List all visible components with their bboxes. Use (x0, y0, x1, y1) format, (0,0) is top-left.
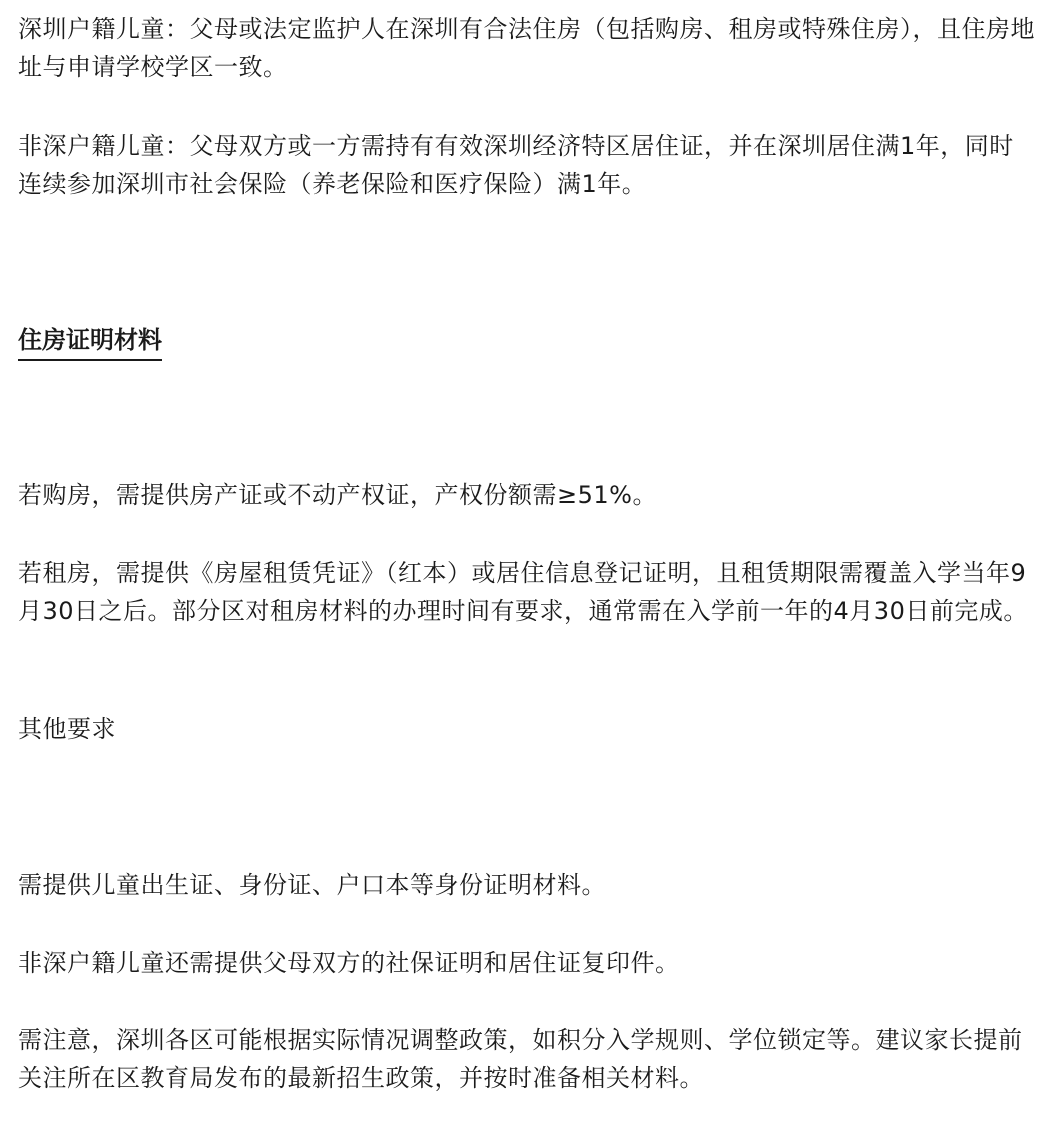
paragraph-purchase-requirement: 若购房，需提供房产证或不动产权证，产权份额需≥51%。 (18, 481, 657, 509)
paragraph-non-hukou-documents: 非深户籍儿童还需提供父母双方的社保证明和居住证复印件。 (18, 949, 680, 977)
paragraph-hukou-children: 深圳户籍儿童：父母或法定监护人在深圳有合法住房（包括购房、租房或特殊住房），且住房地址与申请学校学区一致。 (18, 15, 1035, 81)
paragraph-policy-note: 需注意，深圳各区可能根据实际情况调整政策，如积分入学规则、学位锁定等。建议家长提前关注所在区教育局发布的最新招生政策，并按时准备相关材料。 (18, 1026, 1023, 1092)
paragraph-other-requirements: 其他要求 (18, 715, 116, 743)
paragraph-non-hukou-children: 非深户籍儿童：父母双方或一方需持有有效深圳经济特区居住证，并在深圳居住满1年，同时连续参加深圳市社会保险（养老保险和医疗保险）满1年。 (18, 132, 1014, 198)
paragraph-rent-requirement: 若租房，需提供《房屋租赁凭证》（红本）或居住信息登记证明，且租赁期限需覆盖入学当年9月30日之后。部分区对租房材料的办理时间有要求，通常需在入学前一年的4月30日前完成。 (18, 559, 1028, 625)
paragraph-identity-documents: 需提供儿童出生证、身份证、户口本等身份证明材料。 (18, 871, 606, 899)
section-heading-housing-proof: 住房证明材料 (18, 322, 162, 361)
